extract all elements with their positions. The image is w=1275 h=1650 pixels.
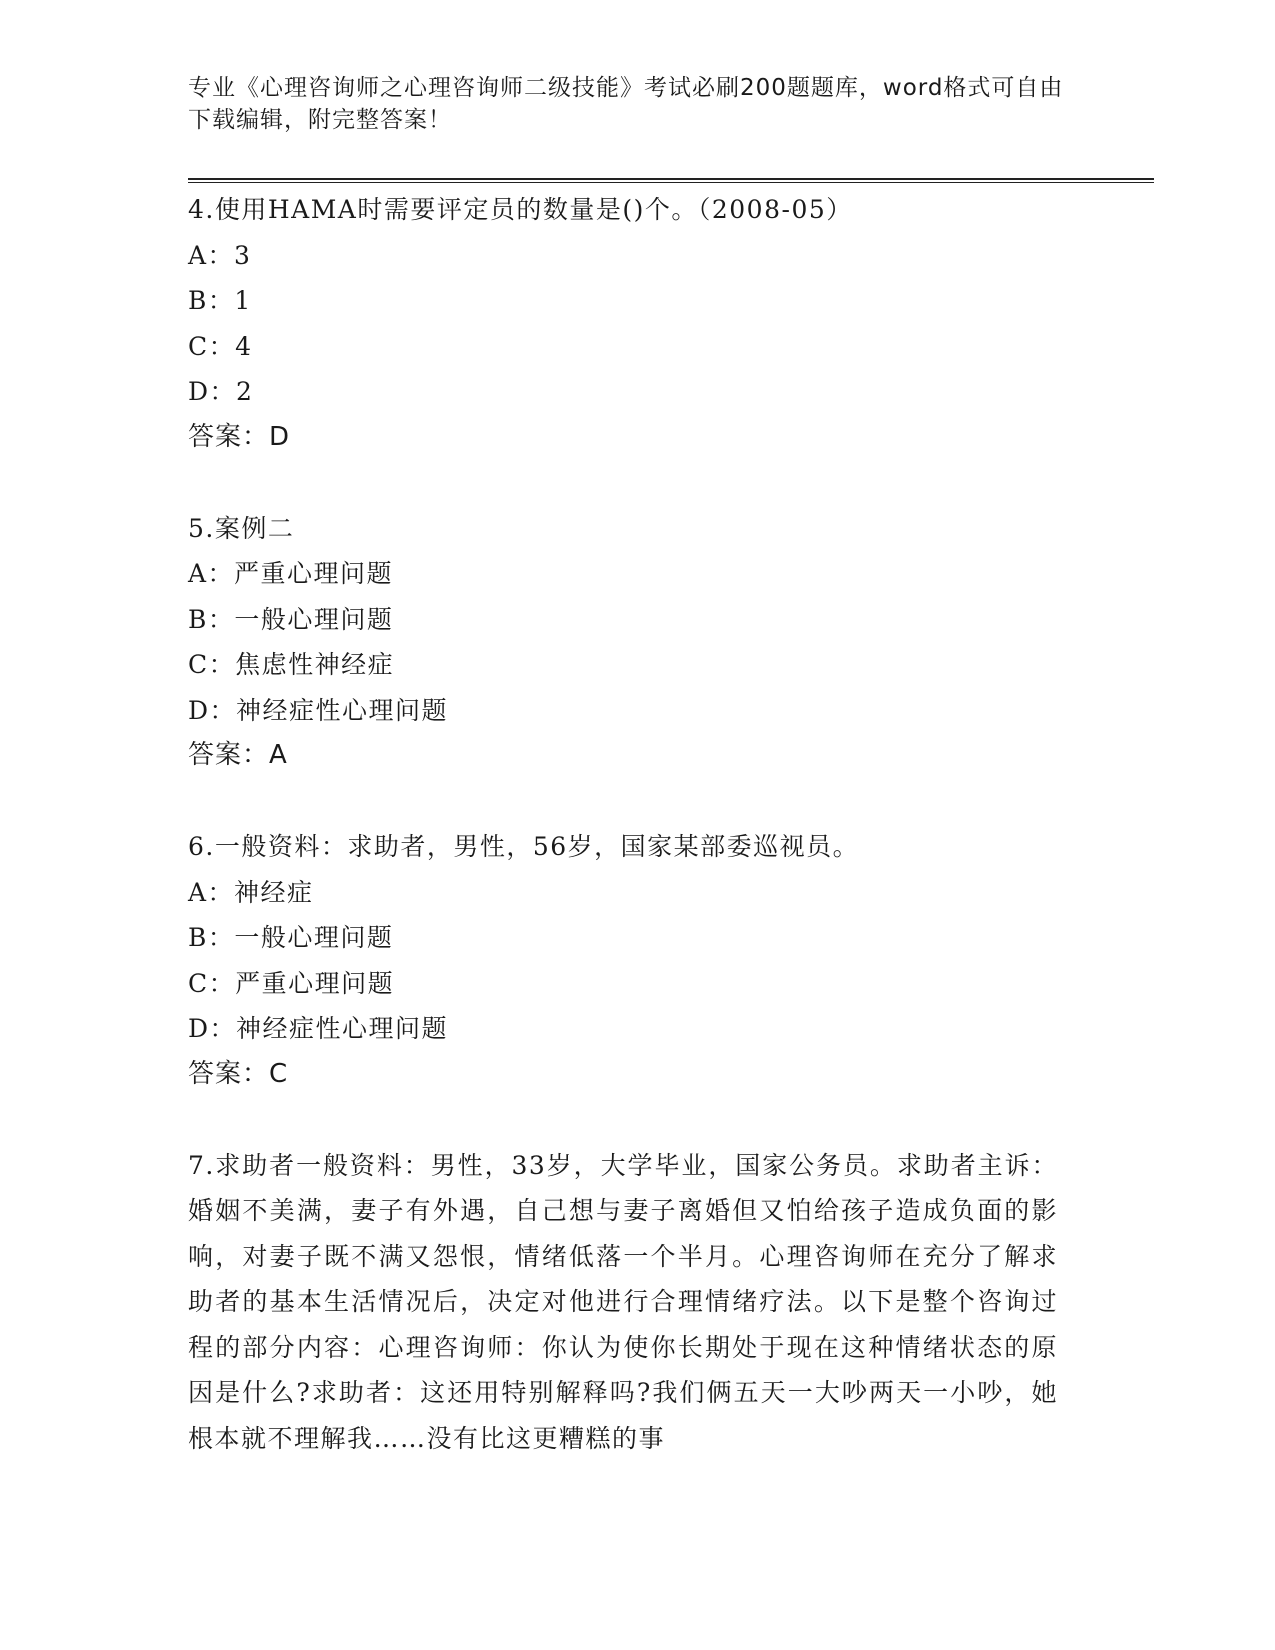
question-list <box>188 187 1068 1461</box>
option-a: A：神经症 <box>188 877 314 907</box>
option-b: B：一般心理问题 <box>188 923 394 952</box>
answer-line: 答案：C <box>188 1058 289 1089</box>
question-stem: 5.案例二 <box>188 513 295 543</box>
answer-line: 答案：A <box>188 740 288 770</box>
option-c: C：严重心理问题 <box>188 968 395 998</box>
answer-line: 答案：D <box>188 421 291 452</box>
question-paragraph: 7.求助者一般资料：男性，33岁，大学毕业，国家公务员。求助者主诉：婚姻不美满，妻子有外遇，自己想与妻子离婚但又怕给孩子造成负面的影响，对妻子既不满又怨恨，情绪低落一个半月。心理咨询师在充分了解求助者的基本生活情况后，决定对他进行合理情绪疗法。以下是整个咨询过程的部分内容：心理咨询师：你认为使你长期处于现在这种情绪状态的原因是什么?求助者：这还用特别解释吗?我们俩五天一大吵两天一小吵，她根本就不理解我……没有比这更糟糕的事 <box>188 1150 1058 1453</box>
option-b: B：1 <box>188 286 252 315</box>
question-5 <box>188 506 1068 779</box>
option-c: C：4 <box>188 331 253 361</box>
header-divider <box>188 178 1154 183</box>
question-stem: 6.一般资料：求助者，男性，56岁，国家某部委巡视员。 <box>188 832 860 861</box>
option-d: D：神经症性心理问题 <box>188 695 449 725</box>
option-d: D：神经症性心理问题 <box>188 1014 449 1043</box>
document-header: 专业《心理咨询师之心理咨询师二级技能》考试必刷200题题库，word格式可自由下载编辑，附完整答案！ <box>188 75 1064 133</box>
question-6 <box>188 824 1068 1097</box>
spacer <box>188 1097 1068 1143</box>
option-a: A：3 <box>188 240 252 270</box>
spacer <box>188 460 1068 506</box>
question-4 <box>188 187 1068 460</box>
option-b: B：一般心理问题 <box>188 604 394 634</box>
question-stem: 4.使用HAMA时需要评定员的数量是()个。（2008-05） <box>188 195 853 224</box>
option-a: A：严重心理问题 <box>188 559 394 588</box>
option-d: D：2 <box>188 377 254 406</box>
question-7 <box>188 1143 1068 1462</box>
spacer <box>188 779 1068 825</box>
option-c: C：焦虑性神经症 <box>188 650 395 679</box>
